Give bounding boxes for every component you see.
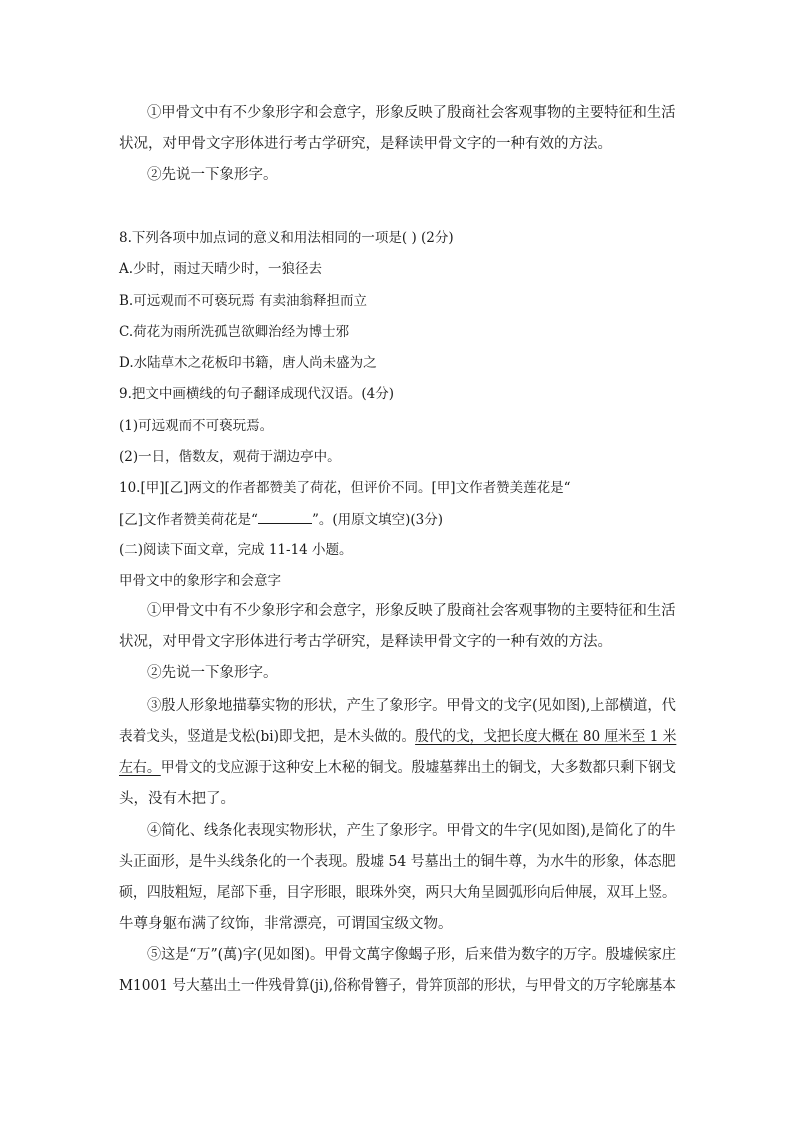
question-9-sentence-2: (2)一日，偕数友，观荷于湖边亭中。 [119,449,341,465]
article-paragraph-3-line-2 [119,727,676,747]
question-9-stem: 9.把文中画横线的句子翻译成现代汉语。(4分) [119,386,395,402]
excerpt-paragraph-2: ②先说一下象形字。 [147,167,278,183]
article-paragraph-4-line-2: 头正面形，是牛头线条化的一个表现。殷墟 54 号墓出土的铜牛尊，为水牛的形象，体态肥 [119,854,676,870]
fill-in-blank [258,509,312,524]
question-10-line-1: 10.[甲][乙]两文的作者都赞美了荷花，但评价不同。[甲]文作者赞美莲花是“ [119,480,571,496]
question-10-suffix: ”。(用原文填空)(3分) [311,512,443,528]
question-9-sentence-1: (1)可远观而不可亵玩焉。 [119,418,274,434]
article-paragraph-5-line-1: ⑤这是“万”(萬)字(见如图)。甲骨文萬字像蝎子形，后来借为数字的万字。殷墟候家庄 [147,947,676,963]
question-8-stem: 8.下列各项中加点词的意义和用法相同的一项是( ) (2分) [119,230,454,246]
article-paragraph-5-line-2: M1001 号大墓出土一件残骨算(ji),俗称骨簪子，骨笄顶部的形状，与甲骨文的万字轮廓基本 [119,978,676,994]
underlined-sentence-part-2: 左右。 [119,760,161,776]
question-8-option-d: D.水陆草木之花板印书籍，唐人尚未盛为之 [119,355,377,371]
article-paragraph-4-line-1: ④简化、线条化表现实物形状，产生了象形字。甲骨文的牛字(见如图),是简化了的牛 [147,823,676,839]
article-paragraph-3-line-1: ③殷人形象地描摹实物的形状，产生了象形字。甲骨文的戈字(见如图),上部横道，代 [147,698,676,714]
article-paragraph-2: ②先说一下象形字。 [147,665,278,681]
question-10-prefix: [乙]文作者赞美荷花是“ [119,512,258,528]
question-10-line-2 [119,509,443,530]
paragraph-3-text: 表着戈头，竖道是戈松(bi)即戈把，是木头做的。 [119,729,416,745]
question-8-option-c: C.荷花为雨所洗孤岂欲卿治经为博士邪 [119,324,350,340]
underlined-sentence-part-1: 殷代的戈，戈把长度大概在 80 厘米至 1 米 [415,729,677,745]
article-paragraph-3-line-4: 头，没有木把了。 [119,791,235,807]
article-paragraph-4-line-4: 牛尊身躯布满了纹饰，非常漂亮，可谓国宝级文物。 [119,916,453,932]
excerpt-paragraph-1-line-2: 状况，对甲骨文字形体进行考古学研究，是释读甲骨文字的一种有效的方法。 [119,136,612,152]
excerpt-paragraph-1-line-1: ①甲骨文中有不少象形字和会意字，形象反映了殷商社会客观事物的主要特征和生活 [147,105,676,121]
article-paragraph-4-line-3: 硕，四肢粗短，尾部下垂，目字形眼，眼珠外突，两只大角呈圆弧形向后伸展，双耳上竖。 [119,885,676,901]
section-2-heading: (二)阅读下面文章，完成 11-14 小题。 [119,542,353,558]
article-title: 甲骨文中的象形字和会意字 [119,573,281,589]
question-8-option-a: A.少时，雨过天晴少时，一狼径去 [119,261,323,277]
article-paragraph-3-line-3 [119,758,676,778]
question-8-option-b: B.可远观而不可亵玩焉 有卖油翁释担而立 [119,293,368,309]
article-paragraph-1-line-2: 状况，对甲骨文字形体进行考古学研究，是释读甲骨文字的一种有效的方法。 [119,634,612,650]
article-paragraph-1-line-1: ①甲骨文中有不少象形字和会意字，形象反映了殷商社会客观事物的主要特征和生活 [147,603,676,619]
paragraph-3-text-cont: 甲骨文的戈应源于这种安上木秘的铜戈。殷墟墓葬出土的铜戈，大多数都只剩下钢戈 [160,760,676,776]
